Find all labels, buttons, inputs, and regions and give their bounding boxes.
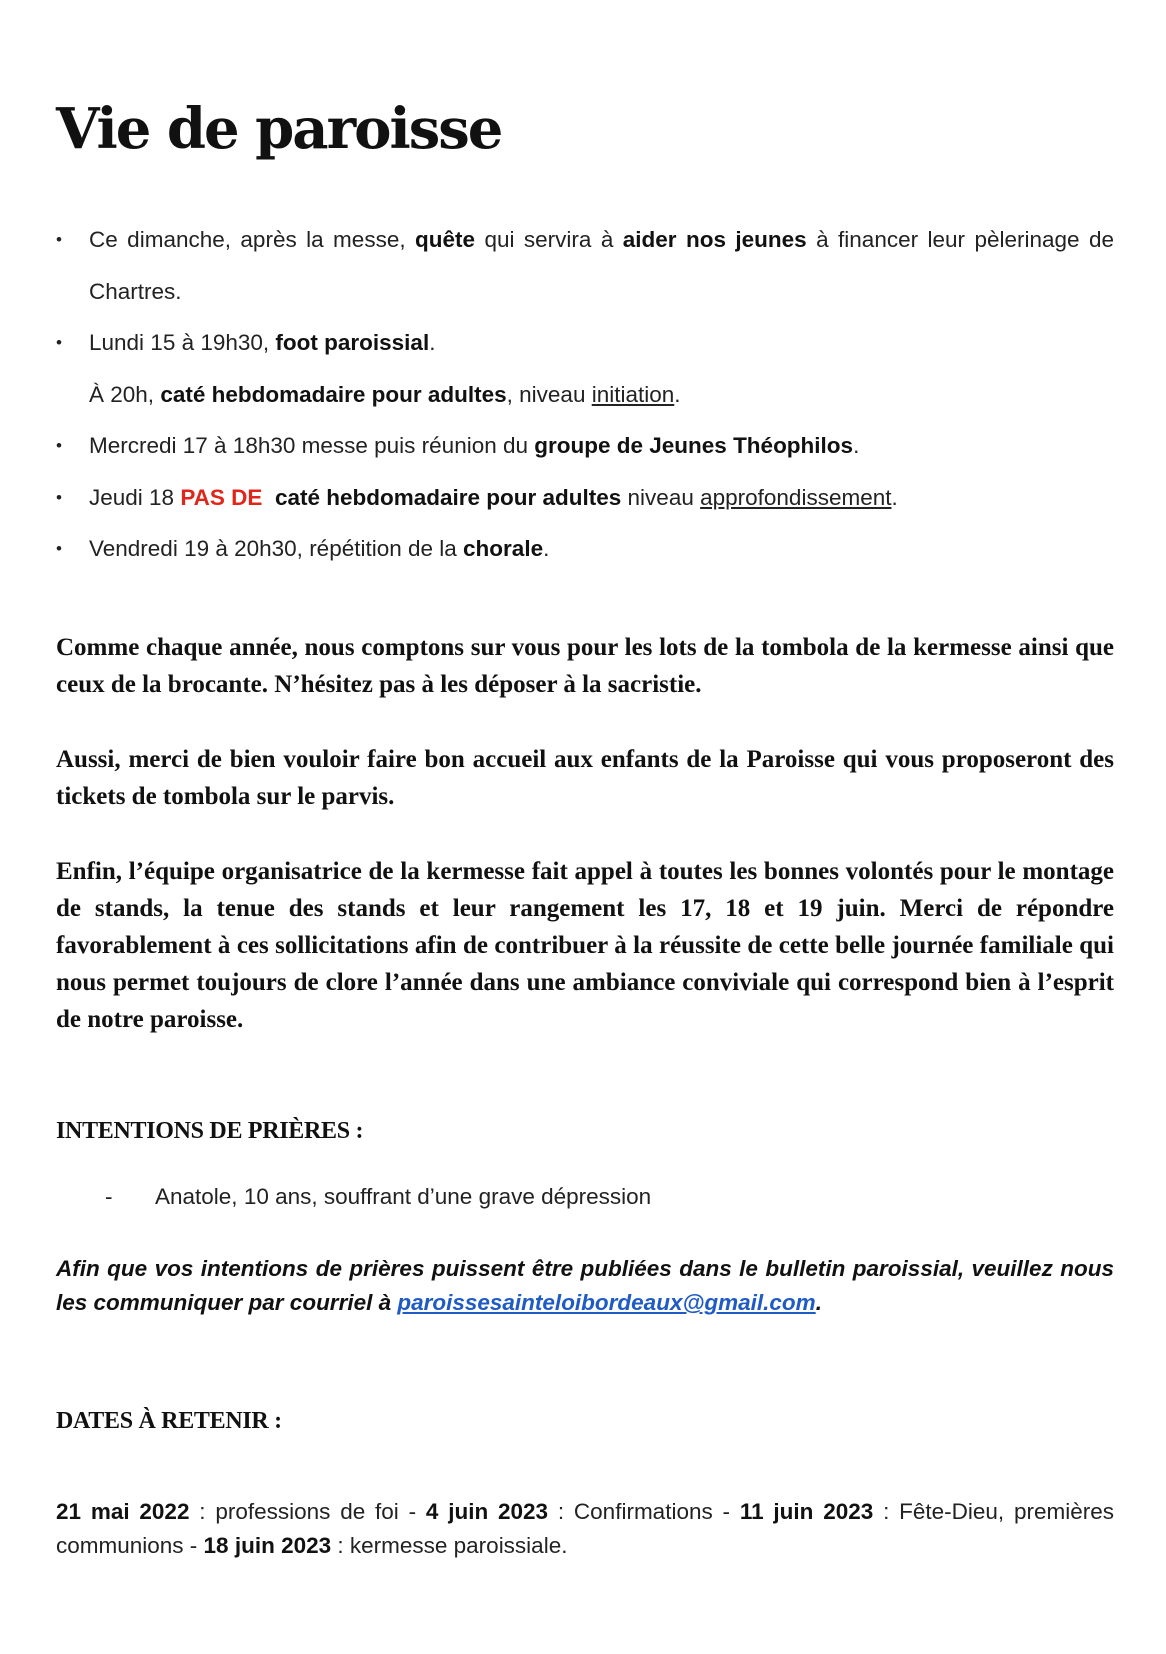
announcement-thursday	[56, 472, 1114, 524]
date-text: : Fête-Dieu, premières communions -	[56, 1499, 1114, 1558]
announcement-text: Mercredi 17 à 18h30 messe puis réunion du	[89, 433, 535, 458]
email-link[interactable]: paroissesainteloibordeaux@gmail.com	[397, 1290, 816, 1315]
intentions-note	[56, 1252, 1114, 1320]
date-text: : professions de foi -	[189, 1499, 426, 1524]
intentions-note-end: .	[815, 1290, 822, 1315]
announcement-text: Lundi 15 à 19h30,	[89, 330, 276, 355]
announcement-text: Jeudi 18	[89, 484, 181, 510]
intentions-heading: INTENTIONS DE PRIÈRES :	[56, 1118, 364, 1144]
date-bold: 11 juin 2023	[739, 1499, 874, 1524]
announcement-text: .	[429, 330, 436, 355]
date-bold: 4 juin 2023	[425, 1499, 549, 1524]
bullet-icon: •	[56, 436, 62, 455]
announcement-sunday	[56, 214, 1114, 317]
bullet-icon: •	[56, 487, 62, 507]
page-title: Vie de paroisse	[56, 96, 502, 162]
announcement-text: niveau	[621, 484, 701, 510]
welcome-paragraph: Aussi, merci de bien vouloir faire bon accueil aux enfants de la Paroisse qui vous proposeront des tickets de tombola sur le parvis.	[56, 746, 1114, 810]
announcement-bold: chorale	[463, 536, 544, 561]
intention-text: Anatole, 10 ans, souffrant d’une grave dépression	[155, 1184, 652, 1209]
announcement-text: à financer leur pèlerinage de Chartres.	[89, 227, 1114, 304]
bullet-icon: •	[56, 333, 62, 352]
announcements-list	[56, 214, 1114, 575]
announcement-underline: initiation	[591, 381, 675, 407]
volunteers-paragraph: Enfin, l’équipe organisatrice de la kermesse fait appel à toutes les bonnes volontés pour le montage de stands, la tenue des stands et leur rangement les 17, 18 et 19 juin. Merci de répondre favorablement à ces sollicitations afin de contribuer à la réussite de cette belle journée familiale qui nous permet toujours de clore l’année dans une ambiance conviviale qui correspond bien à l’esprit de notre paroisse.	[56, 858, 1114, 1033]
announcement-bold: groupe de Jeunes Théophilos	[534, 433, 854, 458]
announcement-bold: quête	[415, 227, 476, 252]
announcement-text: .	[674, 381, 681, 407]
announcement-text: , niveau	[506, 381, 592, 407]
announcement-monday-continued	[56, 369, 1114, 421]
announcement-bold: aider nos jeunes	[622, 227, 807, 252]
bullet-icon: •	[56, 230, 62, 249]
announcement-wednesday	[56, 420, 1114, 472]
bullet-icon: •	[56, 539, 62, 558]
announcement-text: .	[853, 433, 860, 458]
announcement-underline: approfondissement	[700, 484, 892, 510]
announcement-bold: foot paroissial	[275, 330, 430, 355]
date-bold: 21 mai 2022	[56, 1499, 190, 1524]
announcement-text: Ce dimanche, après la messe,	[89, 227, 416, 252]
announcement-monday	[56, 317, 1114, 369]
announcement-bold: caté hebdomadaire pour adultes	[160, 381, 507, 407]
announcement-text	[262, 485, 275, 510]
announcement-friday	[56, 523, 1114, 575]
announcement-text: Vendredi 19 à 20h30, répétition de la	[89, 536, 464, 561]
date-bold: 18 juin 2023	[203, 1533, 332, 1558]
announcement-text: .	[891, 484, 898, 510]
intentions-note-text: Afin que vos intentions de prières puissent être publiées dans le bulletin paroissial, veuillez nous les communiquer par courriel à	[56, 1256, 1114, 1315]
date-text: : kermesse paroissiale.	[331, 1533, 568, 1558]
announcement-text: À 20h,	[89, 381, 161, 407]
announcement-text: .	[543, 536, 550, 561]
dash-marker: -	[105, 1184, 113, 1209]
tombola-paragraph: Comme chaque année, nous comptons sur vous pour les lots de la tombola de la kermesse ainsi que ceux de la brocante. N’hésitez pas à les déposer à la sacristie.	[56, 634, 1114, 698]
cancel-highlight: PAS DE	[180, 484, 263, 510]
date-text: : Confirmations -	[548, 1499, 740, 1524]
announcement-bold: caté hebdomadaire pour adultes	[274, 484, 622, 510]
intention-item	[105, 1180, 651, 1214]
dates-list	[56, 1495, 1114, 1563]
dates-heading: DATES À RETENIR :	[56, 1408, 282, 1434]
announcement-text: qui servira à	[475, 227, 623, 252]
